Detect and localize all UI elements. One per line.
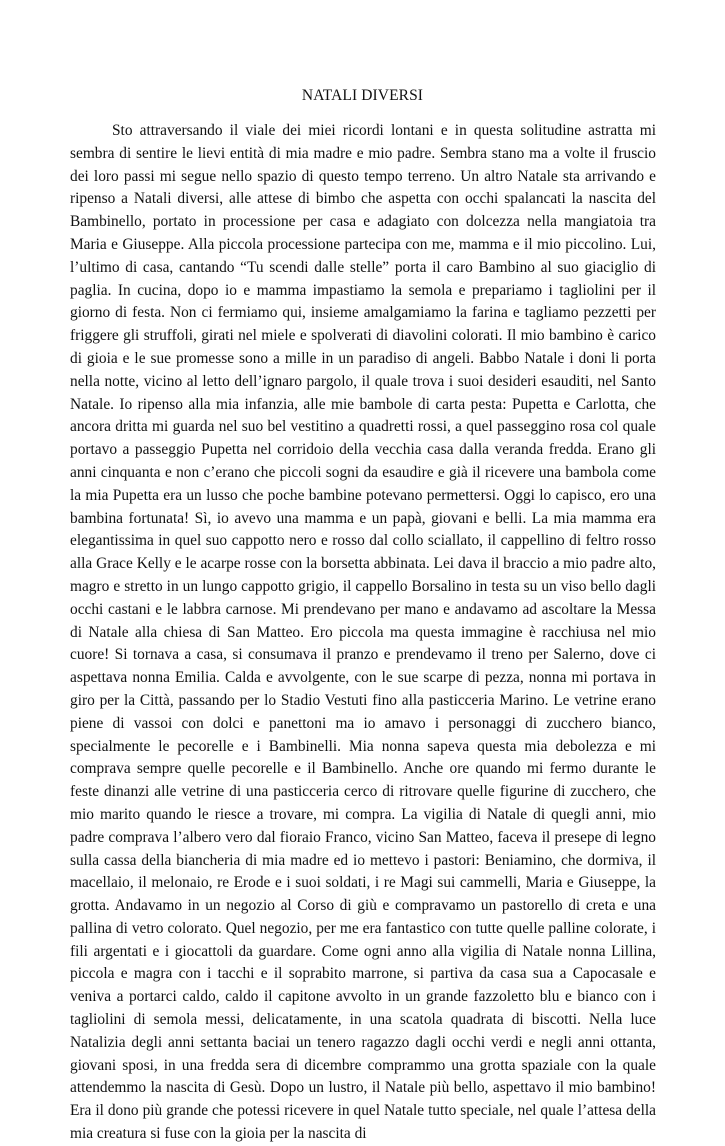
document-body-paragraph: Sto attraversando il viale dei miei ricordi lontani e in questa solitudine astratta mi sembra di sentire le lievi entità di mia madre e mio padre. Sembra stano ma a volte il fruscio dei loro passi mi segue nello spazio di questo tempo terreno. Un altro Natale sta arrivando e ripenso a Natali diversi, alle attese di bimbo che aspetta con occhi spalancati la nascita del Bambinello, portato in processione per casa e adagiato con dolcezza nella mangiatoia tra Maria e Giuseppe. Alla piccola processione partecipa con me, mamma e il mio piccolino. Lui, l’ultimo di casa, cantando “Tu scendi dalle stelle” porta il caro Bambino al suo giaciglio di paglia. In cucina, dopo io e mamma impastiamo la semola e prepariamo i tagliolini per il giorno di festa. Non ci fermiamo qui, insieme amalgamiamo la farina e tagliamo pezzetti per friggere gli struffoli, girati nel miele e spolverati di diavolini colorati. Il mio bambino è carico di gioia e le sue promesse sono a mille in un paradiso di angeli. Babbo Natale i doni li porta nella notte, vicino al letto dell’ignaro pargolo, il quale trova i suoi desideri esauditi, nel Santo Natale. Io ripenso alla mia infanzia, alle mie bambole di carta pesta: Pupetta e Carlotta, che ancora dritta mi guarda nel suo bel vestitino a quadretti rossi, a quel passeggino rosa col quale portavo a passeggio Pupetta nel corridoio della vecchia casa dalla veranda fredda. Erano gli anni cinquanta e non c’erano che piccoli sogni da esaudire e già il ricevere una bambola come la mia Pupetta era un lusso che poche bambine potevano permettersi. Oggi lo capisco, ero una bambina fortunata! Sì, io avevo una mamma e un papà, giovani e belli. La mia mamma era elegantissima in quel suo cappotto nero e rosso dal collo sciallato, il cappellino di feltro rosso alla Grace Kelly e le acarpe rosse con la borsetta abbinata. Lei dava il braccio a mio padre alto, magro e stretto in un lungo cappotto grigio, il cappello Borsalino in testa su un viso bello dagli occhi castani e le labbra carnose. Mi prendevano per mano e andavamo ad ascoltare la Messa di Natale alla chiesa di San Matteo. Ero piccola ma questa immagine è racchiusa nel mio cuore! Si tornava a casa, si consumava il pranzo e prendevamo il treno per Salerno, dove ci aspettava nonna Emilia. Calda e avvolgente, con le sue scarpe di pezza, nonna mi portava in giro per la Città, passando per lo Stadio Vestuti fino alla pasticceria Marino. Le vetrine erano piene di vassoi con dolci e panettoni ma io amavo i personaggi di zucchero bianco, specialmente le pecorelle e i Bambinelli. Mia nonna sapeva questa mia debolezza e mi comprava sempre quelle pecorelle e il Bambinello. Anche ore quando mi fermo durante le feste dinanzi alle vetrine di una pasticceria cerco di ritrovare quelle figurine di zucchero, che mio marito quando le riesce a trovare, mi compra. La vigilia di Natale di quegli anni, mio padre comprava l’albero vero dal fioraio Franco, vicino San Matteo, faceva il presepe di legno sulla cassa della biancheria di mia madre ed io mettevo i pastori: Beniamino, che dormiva, il macellaio, il melonaio, re Erode e i suoi soldati, i re Magi sui cammelli, Maria e Giuseppe, la grotta. Andavamo in un negozio al Corso di giù e compravamo un pastorello di creta e una pallina di vetro colorato. Quel negozio, per me era fantastico con tutte quelle palline colorate, i fili argentati e i giocattoli da guardare. Come ogni anno alla vigilia di Natale nonna Lillina, piccola e magra con i tacchi e il soprabito marrone, si partiva da casa sua a Capocasale e veniva a portarci caldo, caldo il capitone avvolto in un grande fazzoletto blu e bianco con i tagliolini di semola messi, delicatamente, in una scatola quadrata di biscotti. Nella luce Natalizia degli anni settanta baciai un tenero ragazzo dagli occhi verdi e negli anni ottanta, giovani sposi, in una fredda sera di dicembre comprammo una grotta spaziale con la quale attendemmo la nascita di Gesù. Dopo un lustro, il Natale più bello, aspettavo il mio bambino! Era il dono più grande che potessi ricevere in quel Natale tutto speciale, nel quale l’attesa della mia creatura si fuse con la gioia per la nascita di xyxy=(70,122,656,1143)
document-title: NATALI DIVERSI xyxy=(301,87,424,104)
